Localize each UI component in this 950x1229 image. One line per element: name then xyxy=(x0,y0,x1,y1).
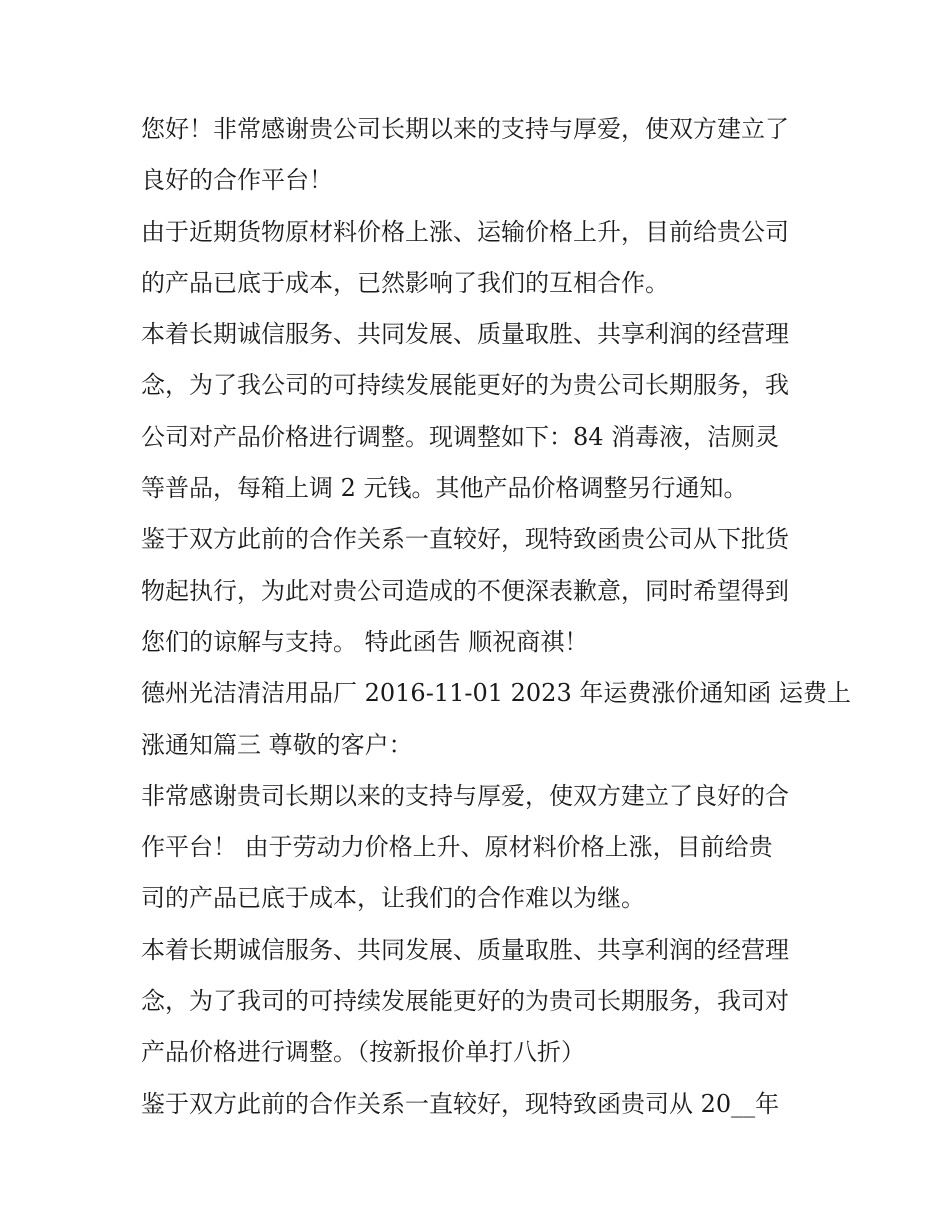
text-line: 本着长期诚信服务、共同发展、质量取胜、共享利润的经营理 xyxy=(141,935,789,964)
text-line: 司的产品已底于成本，让我们的合作难以为继。 xyxy=(141,884,645,913)
text-line: 公司对产品价格进行调整。现调整如下：84 消毒液，洁厕灵 xyxy=(141,422,780,451)
text-line: 您好！非常感谢贵公司长期以来的支持与厚爱，使双方建立了 xyxy=(141,115,789,143)
text-line: 物起执行，为此对贵公司造成的不便深表歉意，同时希望得到 xyxy=(141,576,789,605)
text-line: 鉴于双方此前的合作关系一直较好，现特致函贵司从 20__年 xyxy=(141,1089,780,1118)
text-line: 由于近期货物原材料价格上涨、运输价格上升，目前给贵公司 xyxy=(141,217,789,246)
text-line: 本着长期诚信服务、共同发展、质量取胜、共享利润的经营理 xyxy=(141,320,789,349)
text-line: 涨通知篇三 尊敬的客户： xyxy=(141,730,413,759)
text-line: 念，为了我公司的可持续发展能更好的为贵公司长期服务，我 xyxy=(141,371,789,400)
text-line: 非常感谢贵司长期以来的支持与厚爱，使双方建立了良好的合 xyxy=(141,781,789,810)
text-line: 等普品，每箱上调 2 元钱。其他产品价格调整另行通知。 xyxy=(141,474,748,503)
document-body xyxy=(141,104,851,1130)
text-line: 鉴于双方此前的合作关系一直较好，现特致函贵公司从下批货 xyxy=(141,525,789,554)
text-line: 作平台！ 由于劳动力价格上升、原材料价格上涨，目前给贵 xyxy=(141,833,773,862)
text-line: 良好的合作平台！ xyxy=(141,166,333,195)
text-line: 产品价格进行调整。（按新报价单打八折） xyxy=(141,1038,585,1067)
text-line: 的产品已底于成本，已然影响了我们的互相合作。 xyxy=(141,268,669,297)
text-line: 念，为了我司的可持续发展能更好的为贵司长期服务，我司对 xyxy=(141,987,789,1016)
text-line: 德州光洁清洁用品厂 2016-11-01 2023 年运费涨价通知函 运费上 xyxy=(141,679,851,708)
text-line: 您们的谅解与支持。 特此函告 顺祝商祺！ xyxy=(141,627,589,656)
